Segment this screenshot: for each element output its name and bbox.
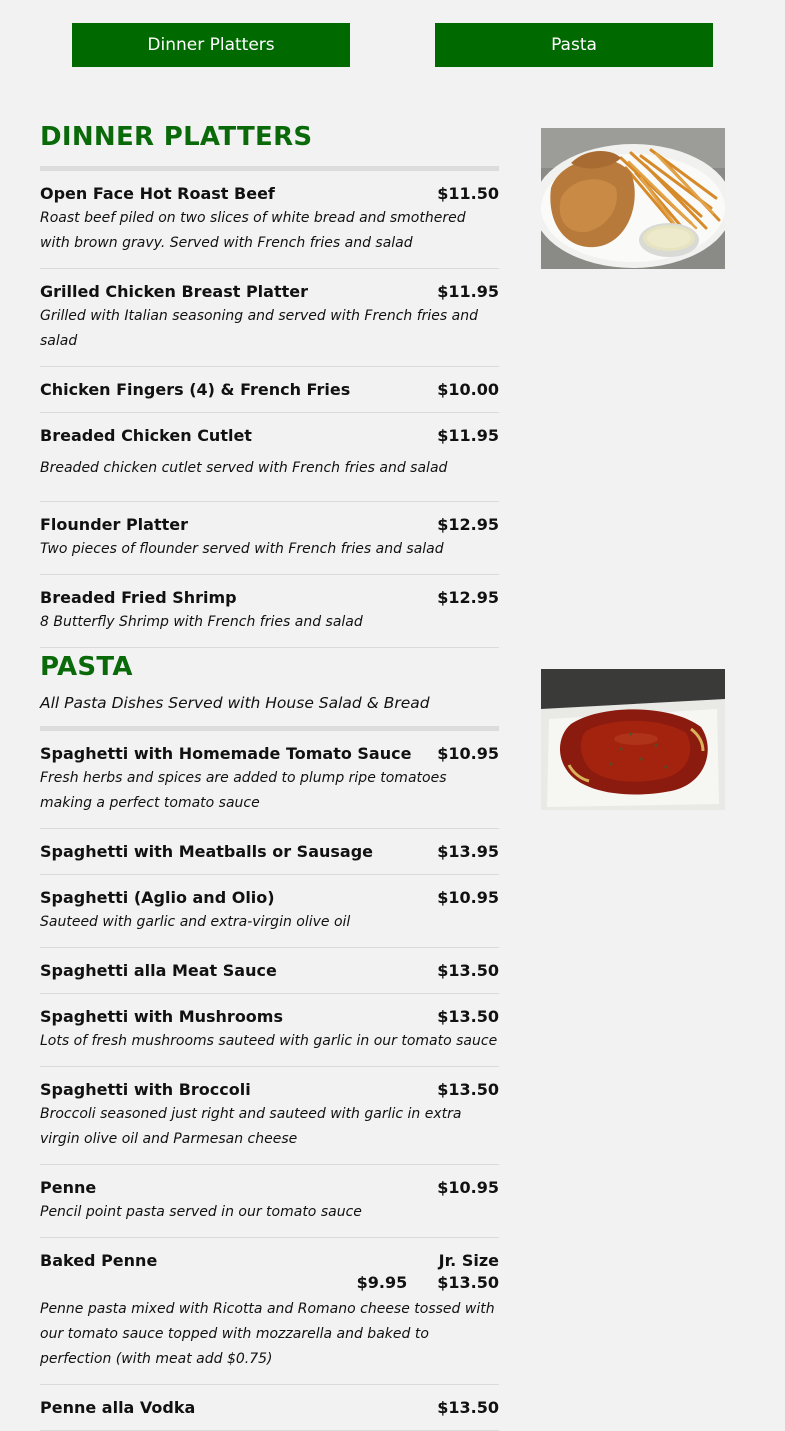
item-description: Pencil point pasta served in our tomato sauce: [40, 1204, 362, 1220]
item-description: Fresh herbs and spices are added to plump ripe tomatoes making a perfect tomato sauce: [40, 770, 447, 811]
item-name: Spaghetti with Broccoli: [40, 1080, 251, 1099]
item-description: Breaded chicken cutlet served with French fries and salad: [40, 460, 448, 476]
item-price: $10.95: [437, 744, 499, 763]
section-title: PASTA: [40, 652, 133, 682]
menu-item: [40, 731, 499, 829]
menu-item: [40, 575, 499, 648]
item-price: $12.95: [437, 515, 499, 534]
section-subtitle: All Pasta Dishes Served with House Salad & Bread: [40, 694, 430, 712]
item-description: Penne pasta mixed with Ricotta and Romano cheese tossed with our tomato sauce topped with mozzarella and baked to perfection (with meat add $0.75): [40, 1301, 495, 1367]
menu-item: [40, 829, 499, 875]
item-description: Lots of fresh mushrooms sauteed with garlic in our tomato sauce: [40, 1033, 498, 1049]
item-description: Sauteed with garlic and extra-virgin olive oil: [40, 914, 351, 930]
jr-size-price: $9.95: [356, 1273, 408, 1292]
item-price: $10.95: [437, 888, 499, 907]
item-price: $12.95: [437, 588, 499, 607]
item-price: $11.95: [437, 426, 499, 445]
menu-item: [40, 1165, 499, 1238]
item-name: Penne: [40, 1178, 97, 1197]
item-price: $13.50: [437, 1398, 499, 1417]
item-price: $11.50: [437, 184, 499, 203]
item-price: $13.50: [437, 961, 499, 980]
dinner-platters-section: [40, 122, 499, 648]
pasta-nav-button[interactable]: Pasta: [435, 23, 713, 67]
item-price: $11.95: [437, 282, 499, 301]
ravioli-tomato-sauce-photo: [541, 669, 725, 810]
item-name: Breaded Fried Shrimp: [40, 588, 237, 607]
section-title: DINNER PLATTERS: [40, 122, 313, 152]
item-name: Spaghetti with Meatballs or Sausage: [40, 842, 374, 861]
menu-item: [40, 875, 499, 948]
item-name: Breaded Chicken Cutlet: [40, 426, 252, 445]
item-name: Open Face Hot Roast Beef: [40, 184, 275, 203]
item-description: Grilled with Italian seasoning and served with French fries and salad: [40, 308, 478, 349]
menu-item: [40, 1238, 499, 1385]
item-price: $10.95: [437, 1178, 499, 1197]
item-price: $13.50: [437, 1080, 499, 1099]
item-name: Chicken Fingers (4) & French Fries: [40, 380, 351, 399]
menu-item: [40, 502, 499, 575]
item-price: $13.50: [437, 1273, 499, 1292]
item-name: Spaghetti with Mushrooms: [40, 1007, 283, 1026]
item-description: Broccoli seasoned just right and sauteed with garlic in extra virgin olive oil and Parmesan cheese: [40, 1106, 462, 1147]
menu-item: [40, 1067, 499, 1165]
item-name: Penne alla Vodka: [40, 1398, 196, 1417]
item-description: Roast beef piled on two slices of white bread and smothered with brown gravy. Served with French fries and salad: [40, 210, 466, 251]
menu-item: [40, 413, 499, 502]
size-prices: [40, 1271, 499, 1295]
item-name: Spaghetti with Homemade Tomato Sauce: [40, 744, 412, 763]
menu-item: [40, 948, 499, 994]
dinner-platters-nav-button[interactable]: Dinner Platters: [72, 23, 350, 67]
menu-item: [40, 171, 499, 269]
item-price: $10.00: [437, 380, 499, 399]
item-name: Baked Penne: [40, 1251, 158, 1270]
menu-item: [40, 994, 499, 1067]
chicken-fingers-fries-photo: [541, 128, 725, 269]
pasta-section: [40, 652, 499, 1431]
item-description: 8 Butterfly Shrimp with French fries and salad: [40, 614, 363, 630]
item-name: Flounder Platter: [40, 515, 188, 534]
item-name: Spaghetti alla Meat Sauce: [40, 961, 277, 980]
item-price: $13.95: [437, 842, 499, 861]
item-price: $13.50: [437, 1007, 499, 1026]
item-name: Spaghetti (Aglio and Olio): [40, 888, 275, 907]
item-description: Two pieces of flounder served with French fries and salad: [40, 541, 444, 557]
size-label: Jr. Size: [438, 1251, 499, 1270]
menu-item: [40, 269, 499, 367]
menu-item: [40, 367, 499, 413]
menu-item: [40, 1385, 499, 1431]
item-name: Grilled Chicken Breast Platter: [40, 282, 308, 301]
